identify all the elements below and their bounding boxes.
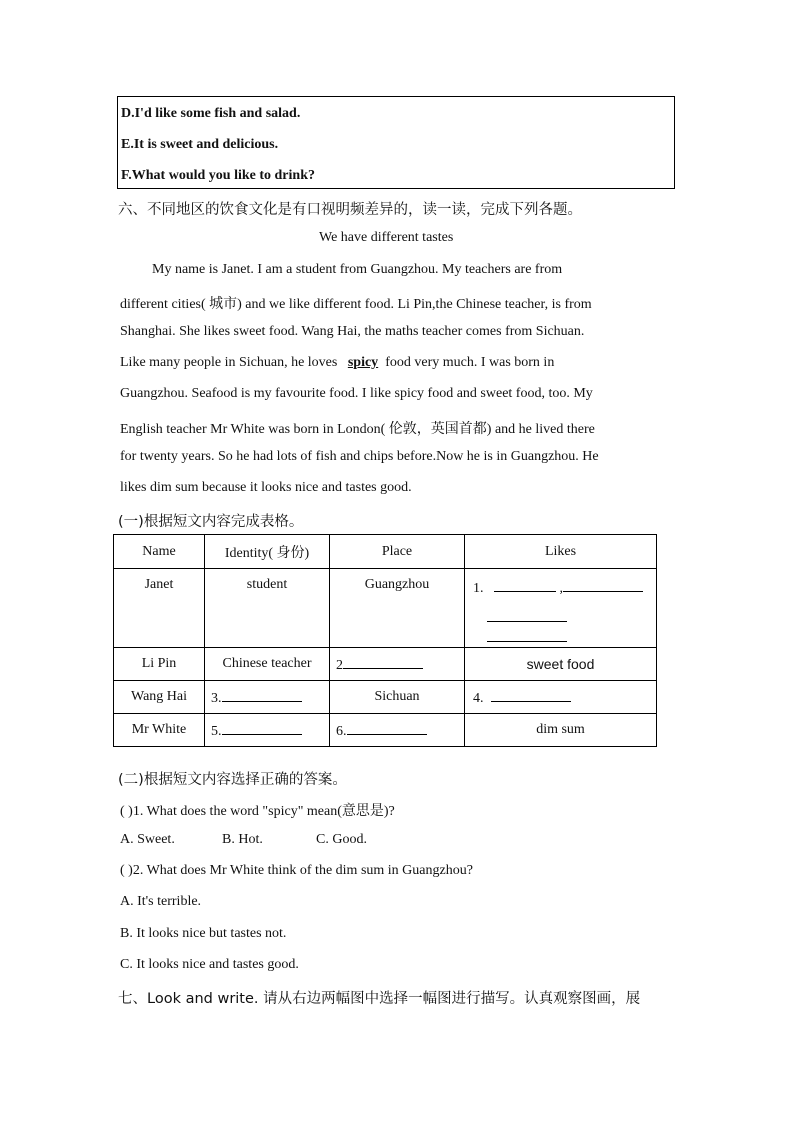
cell-place: Sichuan bbox=[330, 681, 465, 714]
cell-likes-blank[interactable]: 1. , bbox=[465, 569, 657, 648]
q1-option-b[interactable]: B. Hot. bbox=[222, 832, 263, 847]
cell-place-blank[interactable] bbox=[330, 648, 465, 681]
passage-line-7: for twenty years. So he had lots of fish and chips before.Now he is in Guangzhou. He bbox=[120, 449, 599, 464]
header-name: Name bbox=[114, 535, 205, 569]
cell-name: Mr White bbox=[114, 714, 205, 747]
answer-blank-4[interactable] bbox=[491, 687, 571, 702]
blank-number: 1. bbox=[473, 581, 484, 596]
option-d: D.I'd like some fish and salad. bbox=[121, 106, 301, 121]
passage-line-4 bbox=[120, 355, 672, 371]
answer-blank-1c[interactable] bbox=[487, 607, 567, 622]
cell-likes: dim sum bbox=[465, 714, 657, 747]
answer-blank-1b[interactable] bbox=[563, 577, 643, 592]
blank-number: 2 bbox=[336, 658, 343, 673]
table-header-row bbox=[114, 535, 657, 569]
table-row bbox=[114, 681, 657, 714]
header-likes: Likes bbox=[465, 535, 657, 569]
answer-blank-1d[interactable] bbox=[487, 627, 567, 642]
table-row bbox=[114, 714, 657, 747]
cell-likes-blank[interactable] bbox=[465, 681, 657, 714]
cell-identity-blank[interactable] bbox=[205, 714, 330, 747]
header-identity: Identity( 身份) bbox=[205, 535, 330, 569]
cell-place-blank[interactable] bbox=[330, 714, 465, 747]
cell-identity: student bbox=[205, 569, 330, 648]
cell-place: Guangzhou bbox=[330, 569, 465, 648]
passage-line-8: likes dim sum because it looks nice and tastes good. bbox=[120, 480, 412, 495]
cell-name: Wang Hai bbox=[114, 681, 205, 714]
passage-line-1: My name is Janet. I am a student from Guangzhou. My teachers are from bbox=[152, 262, 563, 277]
table-row bbox=[114, 648, 657, 681]
cell-name: Janet bbox=[114, 569, 205, 648]
part2-heading: (二)根据短文内容选择正确的答案。 bbox=[118, 772, 347, 788]
option-f: F.What would you like to drink? bbox=[121, 168, 315, 183]
answer-blank-5[interactable] bbox=[222, 720, 302, 735]
answer-blank-3[interactable] bbox=[222, 687, 302, 702]
passage-line-6: English teacher Mr White was born in London( 伦敦，英国首都) and he lived there bbox=[120, 422, 595, 437]
q1-option-a[interactable]: A. Sweet. bbox=[120, 832, 175, 847]
question-1: ( )1. What does the word "spicy" mean(意思是)? bbox=[120, 804, 395, 819]
blank-number: 6. bbox=[336, 724, 347, 739]
option-e: E.It is sweet and delicious. bbox=[121, 137, 279, 152]
blank-number: 3. bbox=[211, 691, 222, 706]
passage-title: We have different tastes bbox=[319, 230, 454, 245]
passage-line-4-start: Like many people in Sichuan, he loves bbox=[120, 355, 338, 370]
blank-number: 4. bbox=[473, 691, 484, 706]
q1-option-c[interactable]: C. Good. bbox=[316, 832, 367, 847]
blank-number: 5. bbox=[211, 724, 222, 739]
header-place: Place bbox=[330, 535, 465, 569]
q2-option-b[interactable]: B. It looks nice but tastes not. bbox=[120, 926, 287, 941]
passage-line-4-end: food very much. I was born in bbox=[385, 355, 555, 370]
likes-table bbox=[113, 534, 657, 747]
answer-blank-2[interactable] bbox=[343, 654, 423, 669]
answer-blank-1a[interactable] bbox=[494, 577, 556, 592]
cell-identity-blank[interactable] bbox=[205, 681, 330, 714]
cell-name: Li Pin bbox=[114, 648, 205, 681]
cell-likes: sweet food bbox=[465, 648, 657, 681]
cell-identity: Chinese teacher bbox=[205, 648, 330, 681]
passage-line-3: Shanghai. She likes sweet food. Wang Hai, the maths teacher comes from Sichuan. bbox=[120, 324, 585, 339]
options-box bbox=[117, 96, 675, 189]
passage-line-2: different cities( 城市) and we like different food. Li Pin,the Chinese teacher, is from bbox=[120, 297, 592, 312]
q2-option-a[interactable]: A. It's terrible. bbox=[120, 894, 202, 909]
q2-option-c[interactable]: C. It looks nice and tastes good. bbox=[120, 957, 299, 972]
passage-line-5: Guangzhou. Seafood is my favourite food. I like spicy food and sweet food, too. My bbox=[120, 386, 593, 401]
spicy-word: spicy bbox=[347, 355, 379, 370]
section6-heading: 六、不同地区的饮食文化是有口视明频差异的，读一读，完成下列各题。 bbox=[118, 202, 582, 218]
answer-blank-6[interactable] bbox=[347, 720, 427, 735]
table-row bbox=[114, 569, 657, 648]
section7-heading: 七、Look and write. 请从右边两幅图中选择一幅图进行描写。认真观察图画，展 bbox=[118, 991, 641, 1007]
part1-heading: (一)根据短文内容完成表格。 bbox=[118, 514, 304, 530]
question-2: ( )2. What does Mr White think of the dim sum in Guangzhou? bbox=[120, 863, 473, 878]
